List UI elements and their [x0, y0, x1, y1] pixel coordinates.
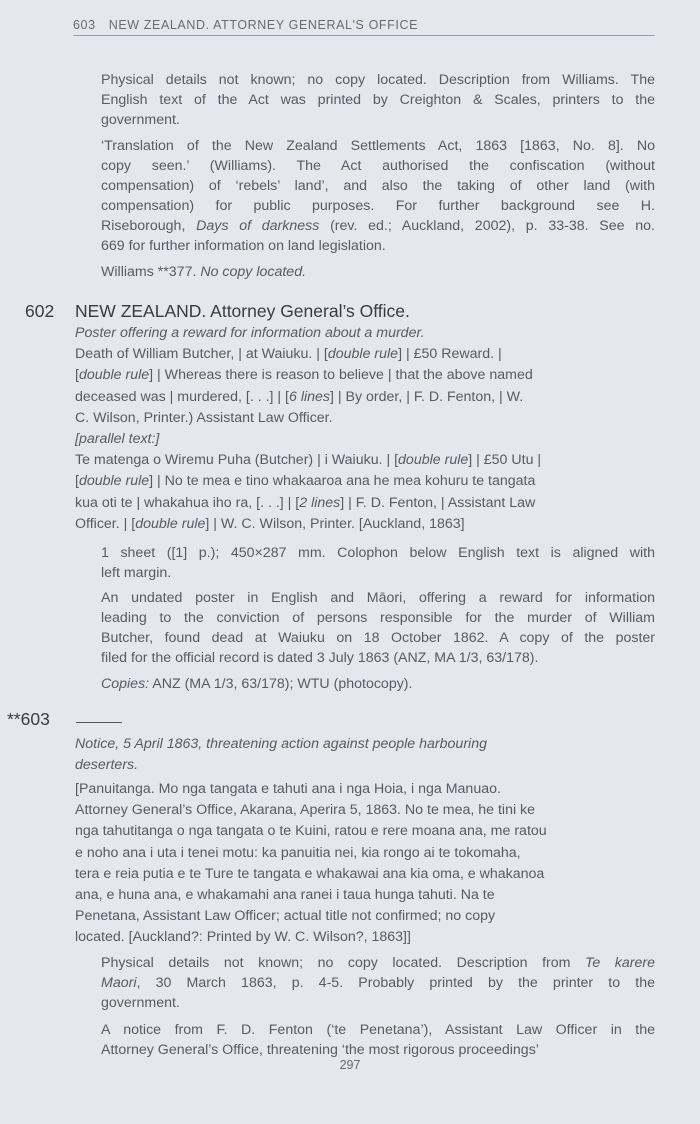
italic-text-run: No copy located. — [200, 264, 307, 280]
text-run: C. Wilson, Printer.) Assistant Law Officer. — [75, 409, 333, 426]
text-run: e noho ana i uta i tenei motu: ka panuitia nei, kia rongo ai te tokomaha, — [75, 844, 521, 861]
text-run: ] | Whereas there is reason to believe | that the above named — [149, 367, 533, 384]
text-run: Officer. | [ — [75, 515, 136, 532]
italic-text-run: Poster offering a reward for information about a murder. — [75, 325, 425, 341]
text-run: deceased was | murdered, [. . .] | [ — [75, 388, 289, 405]
text-run: 1 sheet ([1] p.); 450×287 mm. Colophon below English text is aligned with — [101, 545, 655, 561]
header-rule — [73, 35, 655, 36]
text-line — [75, 800, 655, 821]
text-line — [101, 1040, 655, 1060]
text-line — [101, 176, 655, 196]
prev-entry-reference-note — [101, 262, 655, 282]
text-run: nga tahutitanga o nga tangata o te Kuini, ratou e rere moana ana, me ratou — [75, 823, 547, 840]
italic-text-run: Te karere — [585, 955, 655, 971]
text-run: Physical details not known; no copy located. Description from Williams. The — [101, 72, 655, 88]
text-line — [101, 262, 655, 282]
text-run: (rev. ed.; Auckland, 2002), p. 33-38. See no. — [319, 218, 656, 234]
text-run: ] | £50 Utu | — [468, 452, 542, 469]
text-run: ] | No te mea e tino whakaaroa ana he mea kohuru te tangata — [149, 473, 536, 490]
prev-entry-description-note — [101, 136, 655, 256]
text-line — [75, 821, 655, 842]
text-run: Williams **377. — [101, 264, 201, 280]
text-run: 669 for further information on land legislation. — [101, 238, 386, 254]
text-line — [75, 514, 655, 535]
text-line — [75, 471, 655, 492]
text-line — [75, 365, 655, 386]
entry-603-transcription — [75, 779, 655, 949]
text-line — [101, 953, 655, 973]
italic-text-run: deserters. — [75, 757, 139, 774]
text-run: ] | By order, | F. D. Fenton, | W. — [330, 388, 524, 405]
text-line — [101, 608, 655, 628]
italic-text-run: Maori — [101, 975, 137, 991]
text-run: Penetana, Assistant Law Officer; actual title not confirmed; no copy — [75, 908, 496, 925]
text-run: located. [Auckland?: Printed by W. C. Wilson?, 1863]] — [75, 929, 411, 946]
text-line — [75, 344, 655, 365]
text-run: Attorney General’s Office, Akarana, Aperira 5, 1863. No te mea, he tini ke — [75, 802, 536, 819]
text-run: ] | W. C. Wilson, Printer. [Auckland, 1863] — [205, 515, 465, 532]
text-line — [101, 70, 655, 90]
text-run: compensation) for public purposes. For further background see H. — [101, 198, 655, 214]
italic-text-run: Days of darkness — [196, 218, 320, 234]
text-line — [101, 110, 655, 130]
text-line — [101, 90, 655, 110]
italic-text-run: Notice, 5 April 1863, threatening action against people harbouring — [75, 736, 487, 752]
italic-text-run: double rule — [78, 473, 150, 490]
entry-603-description-note — [101, 1020, 655, 1060]
text-run: Attorney General’s Office, threatening ‘the most rigorous proceedings’ — [101, 1042, 539, 1058]
page-number: 297 — [339, 1058, 361, 1072]
text-run: ana, e huna ana, e whakamahi ana ranei i taua hunga tahuti. Na te — [75, 887, 495, 904]
running-head-title: NEW ZEALAND. ATTORNEY GENERAL'S OFFICE — [108, 18, 419, 32]
text-run: compensation) of ‘rebels’ land’, and also the taking of other land (with — [101, 178, 655, 194]
italic-text-run: Copies: — [101, 676, 150, 692]
text-run: [Panuitanga. Mo nga tangata e tahuti ana i nga Hoia, i nga Manuao. — [75, 781, 501, 797]
text-line — [75, 927, 655, 948]
text-line — [75, 429, 655, 450]
text-line — [101, 196, 655, 216]
text-line — [75, 755, 655, 776]
text-line — [101, 1020, 655, 1040]
text-run: ] | F. D. Fenton, | Assistant Law — [340, 494, 536, 511]
entry-603-title — [75, 734, 655, 776]
text-line — [75, 906, 655, 927]
text-run: English text of the Act was printed by Creighton & Scales, printers to the — [101, 92, 655, 108]
text-run: leading to the conviction of persons responsible for the murder of William — [101, 610, 655, 626]
text-line — [75, 843, 655, 864]
text-line — [101, 216, 655, 236]
text-run: , 30 March 1863, p. 4-5. Probably printed by the printer to the — [136, 975, 655, 991]
entry-603-ditto-rule — [76, 722, 122, 723]
text-line — [101, 136, 655, 156]
text-run: government. — [101, 112, 180, 128]
text-run: [ — [75, 473, 79, 490]
entry-602-transcription — [75, 323, 655, 535]
entry-603-physical-note — [101, 953, 655, 1013]
prev-entry-physical-note — [101, 70, 655, 130]
running-head-number: 603 — [73, 18, 96, 32]
italic-text-run: double rule — [398, 452, 469, 469]
text-line — [101, 543, 655, 563]
text-line — [101, 674, 655, 694]
text-run: filed for the official record is dated 3 July 1863 (ANZ, MA 1/3, 63/178). — [101, 650, 539, 666]
text-line — [75, 885, 655, 906]
text-run: [ — [75, 367, 79, 384]
text-line — [75, 734, 655, 755]
entry-602-number: 602 — [25, 301, 55, 321]
text-line — [101, 628, 655, 648]
text-run: copy seen.’ (Williams). The Act authorised the confiscation (without — [101, 158, 655, 174]
text-run: ] | £50 Reward. | — [398, 346, 502, 363]
text-line — [75, 387, 655, 408]
text-run: ‘Translation of the New Zealand Settlements Act, 1863 [1863, No. 8]. No — [101, 138, 655, 154]
text-run: Te matenga o Wiremu Puha (Butcher) | i Waiuku. | [ — [75, 452, 399, 469]
entry-602-copies — [101, 674, 655, 694]
text-line — [75, 323, 655, 344]
entry-602-description-note — [101, 588, 655, 668]
text-line — [101, 563, 655, 583]
text-line — [101, 588, 655, 608]
text-run: kua oti te | whakahua iho ra, [. . .] | [ — [75, 494, 300, 511]
italic-text-run: 6 lines — [288, 388, 330, 405]
italic-text-run: double rule — [327, 346, 399, 363]
text-line — [101, 973, 655, 993]
running-head — [73, 18, 418, 32]
text-run: Death of William Butcher, | at Waiuku. | [ — [75, 346, 328, 363]
italic-text-run: double rule — [78, 367, 150, 384]
text-run: ANZ (MA 1/3, 63/178); WTU (photocopy). — [149, 676, 413, 692]
text-run: A notice from F. D. Fenton (‘te Penetana’), Assistant Law Officer in the — [101, 1022, 655, 1038]
text-run: An undated poster in English and Māori, offering a reward for information — [101, 590, 655, 606]
text-line — [75, 864, 655, 885]
text-line — [75, 408, 655, 429]
text-line — [75, 779, 655, 800]
text-run: Physical details not known; no copy located. Description from — [101, 955, 585, 971]
italic-text-run: double rule — [135, 515, 206, 532]
text-line — [75, 450, 655, 471]
entry-602-physical-note — [101, 543, 655, 583]
text-line — [101, 236, 655, 256]
text-run: Butcher, found dead at Waiuku on 18 October 1862. A copy of the poster — [101, 630, 655, 646]
text-run: government. — [101, 995, 180, 1011]
entry-603-number: **603 — [7, 709, 50, 729]
italic-text-run: [parallel text:] — [75, 431, 160, 448]
text-run: tera e reia putia e te Ture te tangata e whakawai ana kia oma, e whakanoa — [75, 865, 545, 882]
text-line — [101, 993, 655, 1013]
italic-text-run: 2 lines — [299, 494, 341, 511]
text-run: left margin. — [101, 565, 172, 581]
text-run: Riseborough, — [101, 218, 197, 234]
entry-602-heading: NEW ZEALAND. Attorney General’s Office. — [75, 301, 410, 321]
text-line — [101, 156, 655, 176]
text-line — [101, 648, 655, 668]
text-line — [75, 493, 655, 514]
